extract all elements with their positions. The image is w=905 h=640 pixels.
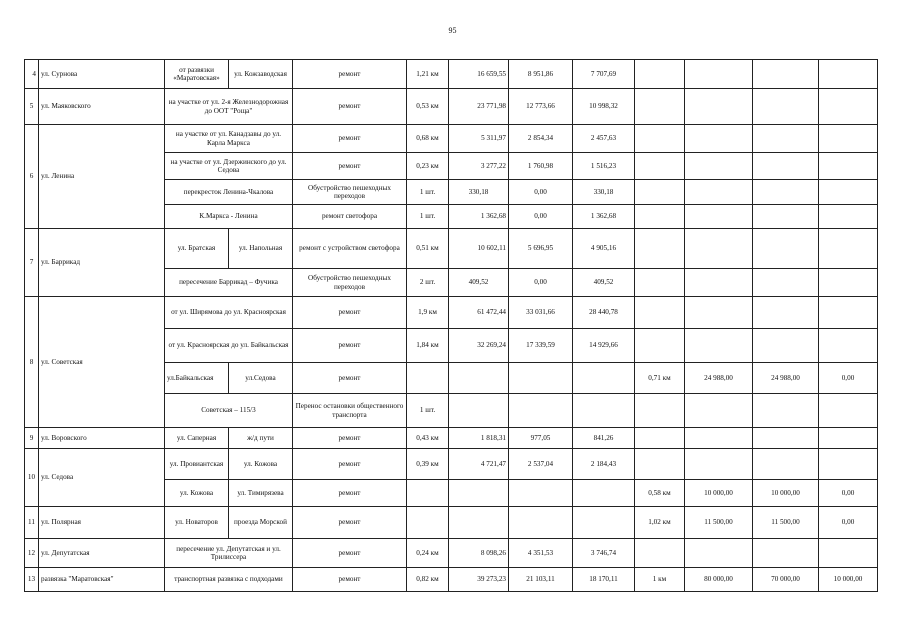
row-number: 7 xyxy=(25,229,39,297)
work-type: Обустройство пешеходных переходов xyxy=(293,180,407,205)
empty-cell xyxy=(635,539,685,568)
table-row xyxy=(25,297,878,329)
empty-cell xyxy=(573,394,635,428)
work-type: ремонт xyxy=(293,480,407,507)
quantity: 0,53 км xyxy=(407,89,449,125)
empty-cell xyxy=(685,449,753,480)
empty-cell xyxy=(819,539,878,568)
empty-cell xyxy=(819,449,878,480)
empty-cell xyxy=(407,480,449,507)
empty-cell xyxy=(635,449,685,480)
table-row xyxy=(25,507,878,539)
empty-cell xyxy=(685,428,753,449)
empty-cell xyxy=(753,125,819,153)
total-cost: 1 818,31 xyxy=(449,428,509,449)
quantity: 0,24 км xyxy=(407,539,449,568)
section: пересечение Баррикад – Фучика xyxy=(165,269,293,297)
section: на участке от ул. Дзержинского до ул. Седова xyxy=(165,153,293,180)
quantity: 2 шт. xyxy=(407,269,449,297)
federal-funds: 0,00 xyxy=(509,205,573,229)
section-from: ул. Провиантская xyxy=(165,449,229,480)
row-number: 4 xyxy=(25,60,39,89)
work-type: ремонт xyxy=(293,449,407,480)
work-type: ремонт xyxy=(293,89,407,125)
empty-cell xyxy=(635,329,685,363)
street-name: ул. Депутатская xyxy=(39,539,165,568)
section-from: от развязки «Маратовская» xyxy=(165,60,229,89)
quantity: 0,39 км xyxy=(407,449,449,480)
federal-funds: 17 339,59 xyxy=(509,329,573,363)
quantity: 0,51 км xyxy=(407,229,449,269)
section-to: ул. Кожзаводская xyxy=(229,60,293,89)
table-row xyxy=(25,125,878,153)
total-cost-next-period: 24 988,00 xyxy=(685,363,753,394)
section-from: ул. Новаторов xyxy=(165,507,229,539)
empty-cell xyxy=(635,269,685,297)
row-number: 9 xyxy=(25,428,39,449)
empty-cell xyxy=(685,89,753,125)
total-cost-next-period: 80 000,00 xyxy=(685,568,753,592)
work-type: Перенос остановки общественного транспорта xyxy=(293,394,407,428)
regional-funds: 18 170,11 xyxy=(573,568,635,592)
page-number: 95 xyxy=(448,26,457,35)
total-cost-next-period: 10 000,00 xyxy=(685,480,753,507)
regional-funds: 7 707,69 xyxy=(573,60,635,89)
empty-cell xyxy=(753,153,819,180)
section-to: проезда Морской xyxy=(229,507,293,539)
empty-cell xyxy=(635,60,685,89)
section: на участке от ул. 2-я Железнодорожная до ООТ "Роща" xyxy=(165,89,293,125)
work-type: ремонт xyxy=(293,153,407,180)
section-from: ул. Кожова xyxy=(165,480,229,507)
empty-cell xyxy=(635,125,685,153)
section-from: ул. Братская xyxy=(165,229,229,269)
total-cost: 1 362,68 xyxy=(449,205,509,229)
row-number: 8 xyxy=(25,297,39,428)
empty-cell xyxy=(685,153,753,180)
empty-cell xyxy=(819,297,878,329)
table-row xyxy=(25,449,878,480)
street-name: ул. Седова xyxy=(39,449,165,507)
quantity-next-period: 0,58 км xyxy=(635,480,685,507)
regional-funds-next-period: 0,00 xyxy=(819,507,878,539)
quantity-next-period: 0,71 км xyxy=(635,363,685,394)
empty-cell xyxy=(819,125,878,153)
regional-funds: 1 362,68 xyxy=(573,205,635,229)
empty-cell xyxy=(685,125,753,153)
section: перекресток Ленина-Чкалова xyxy=(165,180,293,205)
quantity-next-period: 1,02 км xyxy=(635,507,685,539)
empty-cell xyxy=(635,229,685,269)
work-type: ремонт xyxy=(293,60,407,89)
empty-cell xyxy=(449,507,509,539)
regional-funds: 28 440,78 xyxy=(573,297,635,329)
empty-cell xyxy=(407,363,449,394)
regional-funds: 14 929,66 xyxy=(573,329,635,363)
federal-funds: 1 760,98 xyxy=(509,153,573,180)
total-cost: 32 269,24 xyxy=(449,329,509,363)
empty-cell xyxy=(635,153,685,180)
street-name: ул. Советская xyxy=(39,297,165,428)
table-row xyxy=(25,229,878,269)
empty-cell xyxy=(753,60,819,89)
empty-cell xyxy=(753,269,819,297)
regional-funds-next-period: 0,00 xyxy=(819,480,878,507)
empty-cell xyxy=(819,60,878,89)
federal-funds: 33 031,66 xyxy=(509,297,573,329)
empty-cell xyxy=(573,480,635,507)
road-works-table xyxy=(24,59,878,592)
empty-cell xyxy=(635,205,685,229)
row-number: 13 xyxy=(25,568,39,592)
section: Советская – 115/3 xyxy=(165,394,293,428)
federal-funds: 0,00 xyxy=(509,269,573,297)
regional-funds: 2 184,43 xyxy=(573,449,635,480)
quantity-next-period: 1 км xyxy=(635,568,685,592)
total-cost: 61 472,44 xyxy=(449,297,509,329)
work-type: ремонт xyxy=(293,428,407,449)
empty-cell xyxy=(753,180,819,205)
empty-cell xyxy=(819,153,878,180)
street-name: развязка "Маратовская" xyxy=(39,568,165,592)
empty-cell xyxy=(509,394,573,428)
empty-cell xyxy=(753,428,819,449)
total-cost: 39 273,23 xyxy=(449,568,509,592)
federal-funds: 0,00 xyxy=(509,180,573,205)
quantity: 1 шт. xyxy=(407,394,449,428)
empty-cell xyxy=(819,89,878,125)
empty-cell xyxy=(449,363,509,394)
total-cost: 8 098,26 xyxy=(449,539,509,568)
federal-funds-next-period: 70 000,00 xyxy=(753,568,819,592)
regional-funds-next-period: 10 000,00 xyxy=(819,568,878,592)
empty-cell xyxy=(573,363,635,394)
empty-cell xyxy=(753,449,819,480)
quantity: 1 шт. xyxy=(407,205,449,229)
empty-cell xyxy=(819,229,878,269)
section-from: ул.Байкальская xyxy=(165,363,229,394)
empty-cell xyxy=(753,229,819,269)
street-name: ул. Воровского xyxy=(39,428,165,449)
empty-cell xyxy=(819,180,878,205)
section-from: ул. Саперная xyxy=(165,428,229,449)
federal-funds-next-period: 24 988,00 xyxy=(753,363,819,394)
empty-cell xyxy=(635,394,685,428)
federal-funds: 5 696,95 xyxy=(509,229,573,269)
row-number: 12 xyxy=(25,539,39,568)
federal-funds-next-period: 10 000,00 xyxy=(753,480,819,507)
empty-cell xyxy=(635,89,685,125)
empty-cell xyxy=(685,329,753,363)
section-to: ул. Кожова xyxy=(229,449,293,480)
section: транспортная развязка с подходами xyxy=(165,568,293,592)
empty-cell xyxy=(685,297,753,329)
section: К.Маркса - Ленина xyxy=(165,205,293,229)
empty-cell xyxy=(685,205,753,229)
empty-cell xyxy=(635,428,685,449)
row-number: 10 xyxy=(25,449,39,507)
section: от ул. Ширямова до ул. Красноярская xyxy=(165,297,293,329)
quantity: 0,23 км xyxy=(407,153,449,180)
total-cost-next-period: 11 500,00 xyxy=(685,507,753,539)
quantity: 1 шт. xyxy=(407,180,449,205)
section: на участке от ул. Канадзавы до ул. Карла Маркса xyxy=(165,125,293,153)
empty-cell xyxy=(635,297,685,329)
quantity: 0,68 км xyxy=(407,125,449,153)
regional-funds: 10 998,32 xyxy=(573,89,635,125)
empty-cell xyxy=(407,507,449,539)
federal-funds: 2 537,04 xyxy=(509,449,573,480)
quantity: 1,84 км xyxy=(407,329,449,363)
row-number: 6 xyxy=(25,125,39,229)
quantity: 0,43 км xyxy=(407,428,449,449)
empty-cell xyxy=(753,539,819,568)
work-type: ремонт xyxy=(293,507,407,539)
street-name: ул. Сурнова xyxy=(39,60,165,89)
street-name: ул. Маяковского xyxy=(39,89,165,125)
section-to: ул. Тимирязева xyxy=(229,480,293,507)
section-to: ж/д пути xyxy=(229,428,293,449)
empty-cell xyxy=(509,363,573,394)
federal-funds-next-period: 11 500,00 xyxy=(753,507,819,539)
work-type: ремонт xyxy=(293,125,407,153)
quantity: 1,9 км xyxy=(407,297,449,329)
total-cost: 16 659,55 xyxy=(449,60,509,89)
total-cost: 3 277,22 xyxy=(449,153,509,180)
row-number: 11 xyxy=(25,507,39,539)
empty-cell xyxy=(753,89,819,125)
work-type: ремонт xyxy=(293,297,407,329)
section: от ул. Красноярская до ул. Байкальская xyxy=(165,329,293,363)
federal-funds: 977,05 xyxy=(509,428,573,449)
table-row xyxy=(25,568,878,592)
empty-cell xyxy=(753,329,819,363)
street-name: ул. Полярная xyxy=(39,507,165,539)
federal-funds: 2 854,34 xyxy=(509,125,573,153)
street-name: ул. Ленина xyxy=(39,125,165,229)
regional-funds: 3 746,74 xyxy=(573,539,635,568)
empty-cell xyxy=(685,394,753,428)
total-cost: 4 721,47 xyxy=(449,449,509,480)
regional-funds-next-period: 0,00 xyxy=(819,363,878,394)
empty-cell xyxy=(753,205,819,229)
total-cost: 409,52 xyxy=(449,269,509,297)
empty-cell xyxy=(449,480,509,507)
federal-funds: 21 103,11 xyxy=(509,568,573,592)
empty-cell xyxy=(509,507,573,539)
quantity: 0,82 км xyxy=(407,568,449,592)
empty-cell xyxy=(635,180,685,205)
empty-cell xyxy=(685,60,753,89)
work-type: ремонт xyxy=(293,329,407,363)
table-row xyxy=(25,60,878,89)
empty-cell xyxy=(819,329,878,363)
total-cost: 5 311,97 xyxy=(449,125,509,153)
work-type: ремонт xyxy=(293,568,407,592)
work-type: ремонт светофора xyxy=(293,205,407,229)
regional-funds: 1 516,23 xyxy=(573,153,635,180)
empty-cell xyxy=(573,507,635,539)
table-row xyxy=(25,539,878,568)
empty-cell xyxy=(685,269,753,297)
empty-cell xyxy=(819,205,878,229)
empty-cell xyxy=(819,394,878,428)
regional-funds: 2 457,63 xyxy=(573,125,635,153)
total-cost: 330,18 xyxy=(449,180,509,205)
regional-funds: 409,52 xyxy=(573,269,635,297)
empty-cell xyxy=(685,539,753,568)
street-name: ул. Баррикад xyxy=(39,229,165,297)
regional-funds: 841,26 xyxy=(573,428,635,449)
federal-funds: 12 773,66 xyxy=(509,89,573,125)
empty-cell xyxy=(819,428,878,449)
table-row xyxy=(25,89,878,125)
empty-cell xyxy=(685,229,753,269)
empty-cell xyxy=(753,297,819,329)
empty-cell xyxy=(449,394,509,428)
empty-cell xyxy=(509,480,573,507)
empty-cell xyxy=(753,394,819,428)
table-row xyxy=(25,428,878,449)
work-type: ремонт с устройством светофора xyxy=(293,229,407,269)
quantity: 1,21 км xyxy=(407,60,449,89)
regional-funds: 330,18 xyxy=(573,180,635,205)
section-to: ул.Седова xyxy=(229,363,293,394)
section-to: ул. Напольная xyxy=(229,229,293,269)
regional-funds: 4 905,16 xyxy=(573,229,635,269)
row-number: 5 xyxy=(25,89,39,125)
federal-funds: 8 951,86 xyxy=(509,60,573,89)
section: пересечение ул. Депутатская и ул. Трилиссера xyxy=(165,539,293,568)
total-cost: 10 602,11 xyxy=(449,229,509,269)
work-type: ремонт xyxy=(293,363,407,394)
work-type: Обустройство пешеходных переходов xyxy=(293,269,407,297)
work-type: ремонт xyxy=(293,539,407,568)
federal-funds: 4 351,53 xyxy=(509,539,573,568)
empty-cell xyxy=(819,269,878,297)
empty-cell xyxy=(685,180,753,205)
total-cost: 23 771,98 xyxy=(449,89,509,125)
